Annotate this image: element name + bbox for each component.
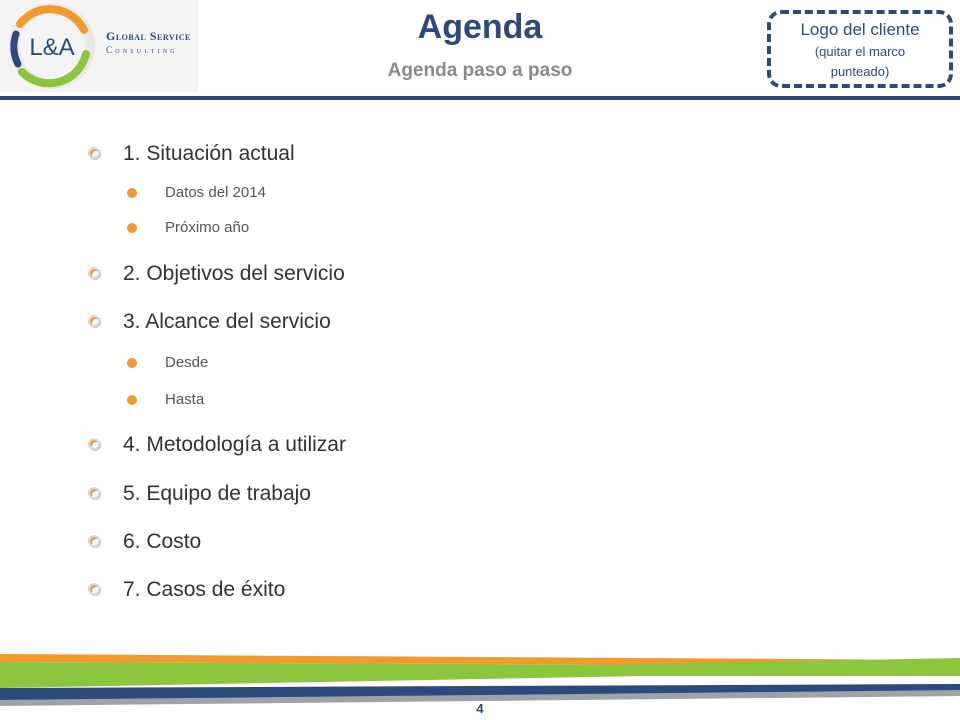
logo-mark-text: L&A	[29, 34, 75, 61]
agenda-subitem	[0, 352, 600, 374]
agenda-item	[0, 430, 600, 460]
agenda-item-label: 3. Alcance del servicio	[123, 310, 331, 333]
slide-subtitle: Agenda paso a paso	[387, 60, 573, 81]
agenda-subitem-label: Próximo año	[165, 219, 250, 236]
client-logo-note-line-2: punteado)	[830, 64, 890, 79]
ring-bullet-icon	[88, 315, 100, 327]
agenda-item	[0, 139, 600, 169]
agenda-item-label: 4. Metodología a utilizar	[123, 433, 346, 456]
ring-bullet-icon	[88, 147, 100, 159]
logo-line-2: Consulting	[106, 45, 178, 55]
agenda-item-label: 2. Objetivos del servicio	[123, 262, 345, 285]
agenda-subitem-label: Desde	[165, 354, 209, 371]
agenda-item-label: 1. Situación actual	[123, 142, 295, 165]
agenda-subitem	[0, 182, 600, 204]
ring-bullet-icon	[88, 267, 100, 279]
client-logo-note-line-1: (quitar el marco	[814, 44, 906, 59]
dot-bullet-icon	[127, 358, 137, 368]
ring-bullet-icon	[88, 487, 100, 499]
slide-title: Agenda	[417, 8, 543, 46]
agenda-item	[0, 575, 600, 605]
agenda-subitem	[0, 389, 600, 411]
logo-line-1: Global Service	[106, 29, 191, 43]
ring-bullet-icon	[88, 438, 100, 450]
agenda-item-label: 5. Equipo de trabajo	[123, 482, 311, 505]
dot-bullet-icon	[127, 188, 137, 198]
agenda-item	[0, 259, 600, 289]
dot-bullet-icon	[127, 223, 137, 233]
agenda-item-label: 7. Casos de éxito	[123, 578, 286, 601]
page-number: 4	[476, 701, 484, 716]
agenda-item	[0, 307, 600, 337]
client-logo-label: Logo del cliente	[800, 20, 920, 39]
ring-bullet-icon	[88, 583, 100, 595]
agenda-subitem-label: Hasta	[165, 391, 205, 408]
agenda-item	[0, 527, 600, 557]
agenda-subitem	[0, 217, 600, 239]
agenda-item-label: 6. Costo	[123, 530, 202, 553]
agenda-subitem-label: Datos del 2014	[165, 184, 266, 201]
ring-bullet-icon	[88, 535, 100, 547]
agenda-item	[0, 479, 600, 509]
dot-bullet-icon	[127, 395, 137, 405]
